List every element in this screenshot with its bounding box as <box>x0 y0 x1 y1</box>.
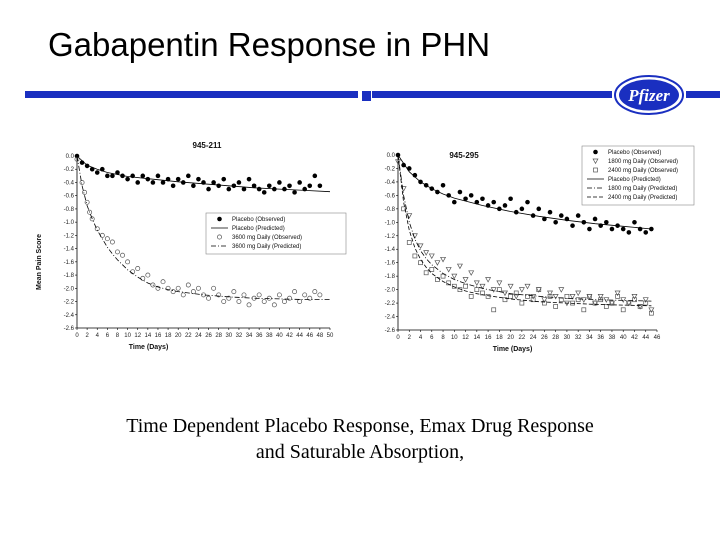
chart1-data-point <box>576 213 581 218</box>
chart1-data-point <box>407 241 411 245</box>
chart0-x-tick-label: 2 <box>85 333 89 339</box>
chart1-data-point <box>497 288 501 292</box>
chart0-data-point <box>313 290 317 294</box>
chart0-y-tick-label: -0.6 <box>63 193 74 200</box>
chart0-data-point <box>156 174 161 179</box>
chart0-data-point <box>297 180 302 185</box>
chart1-y-tick-label: -2.2 <box>384 301 395 308</box>
chart0-legend-label: Placebo (Predicted) <box>232 226 285 232</box>
chart1-x-tick-label: 16 <box>484 335 492 341</box>
chart1-data-point <box>593 217 598 222</box>
chart1-y-tick-label: -2.6 <box>384 328 395 334</box>
chart1-data-point <box>604 298 609 302</box>
chart0-x-tick-label: 14 <box>144 333 152 339</box>
chart1-data-point <box>621 227 626 232</box>
chart0-data-point <box>105 237 109 241</box>
chart0-x-tick-label: 24 <box>195 333 202 339</box>
chart1-data-point <box>548 210 553 215</box>
chart0-legend-label: 3600 mg Daily (Observed) <box>232 235 303 241</box>
chart1-data-point <box>509 294 513 298</box>
chart0-x-tick-label: 8 <box>115 333 120 339</box>
chart1-x-tick-label: 8 <box>441 335 445 341</box>
chart0-data-point <box>110 174 115 179</box>
chart0-data-point <box>277 180 282 185</box>
chart0-y-tick-label: -1.2 <box>63 233 74 240</box>
chart0-x-tick-label: 16 <box>154 333 162 339</box>
chart0-x-tick-label: 50 <box>326 333 334 339</box>
chart0-data-point <box>85 200 89 204</box>
chart1-data-point <box>418 244 423 248</box>
chart0-data-point <box>257 187 262 192</box>
chart1-data-point <box>446 267 451 271</box>
chart1-data-point <box>553 220 558 225</box>
logo-text: Pfizer <box>628 86 670 105</box>
chart0-x-tick-label: 0 <box>75 333 79 339</box>
chart1-x-tick-label: 38 <box>608 335 616 341</box>
chart0-data-point <box>237 299 241 303</box>
chart0-x-tick-label: 26 <box>205 333 212 339</box>
chart1-y-tick-label: -0.6 <box>384 193 395 200</box>
chart1-x-tick-label: 4 <box>418 335 423 341</box>
chart1-legend-label: 2400 mg Daily (Predicted) <box>608 195 678 201</box>
chart1-x-tick-label: 20 <box>507 335 514 341</box>
chart0-legend-label: 3600 mg Daily (Predicted) <box>232 244 302 250</box>
chart1-data-point <box>581 298 586 302</box>
chart0-data-point <box>206 187 211 192</box>
chart0-data-point <box>120 253 124 257</box>
chart0-data-point <box>196 286 200 290</box>
chart1-data-point <box>621 298 626 302</box>
chart0-data-point <box>126 260 130 264</box>
chart1-data-point <box>497 281 502 285</box>
chart1-data-point <box>452 274 457 278</box>
chart0-y-tick-label: 0.0 <box>65 154 74 160</box>
chart0-data-point <box>287 183 292 188</box>
chart1-x-tick-label: 6 <box>430 335 434 341</box>
chart1-legend <box>582 146 694 205</box>
chart0-data-point <box>318 293 322 297</box>
chart1-data-point <box>407 166 412 171</box>
chart1-y-tick-label: -1.4 <box>384 247 395 254</box>
chart0-data-point <box>277 293 281 297</box>
chart1-x-axis-label: Time (Days) <box>492 346 533 353</box>
chart0-data-point <box>247 177 252 182</box>
chart0-y-tick-label: -1.8 <box>63 273 74 280</box>
chart1-data-point <box>565 294 569 298</box>
chart1-y-tick-label: 0.0 <box>386 153 395 159</box>
chart1-data-point <box>452 200 457 205</box>
chart0-x-tick-label: 48 <box>316 333 324 339</box>
chart0-series-1 <box>77 156 330 192</box>
chart1-data-point <box>508 284 513 288</box>
chart1-data-point <box>429 254 434 258</box>
chart1-data-point <box>643 230 648 235</box>
slide-title: Gabapentin Response in PHN <box>48 26 491 63</box>
chart1-data-point <box>587 227 592 232</box>
chart0-data-point <box>272 303 276 307</box>
chart1-y-tick-label: -1.0 <box>384 220 395 227</box>
chart0-data-point <box>247 303 251 307</box>
chart0-x-tick-label: 42 <box>286 333 293 339</box>
chart1-y-tick-label: -0.4 <box>384 179 395 186</box>
chart1-data-point <box>508 196 513 201</box>
chart1-x-tick-label: 22 <box>518 335 526 341</box>
chart1-data-point <box>554 304 558 308</box>
chart1-data-point <box>570 223 575 228</box>
chart1-data-point <box>430 267 434 271</box>
chart0-x-axis-label: Time (Days) <box>128 344 169 351</box>
chart1-data-point <box>474 281 479 285</box>
chart1-data-point <box>441 257 446 261</box>
chart1-y-tick-label: -0.8 <box>384 206 395 213</box>
chart1-x-tick-label: 36 <box>597 335 605 341</box>
chart1-data-point <box>536 207 541 212</box>
chart1-data-point <box>424 271 428 275</box>
chart1-data-point <box>480 196 485 201</box>
chart1-legend-label: 2400 mg Daily (Observed) <box>608 168 679 174</box>
chart0-data-point <box>151 180 156 185</box>
chart0-legend-label: Placebo (Observed) <box>232 217 286 223</box>
chart1-legend-marker <box>593 150 598 155</box>
chart0-y-tick-label: -2.0 <box>63 286 74 293</box>
chart1-y-tick-label: -1.8 <box>384 274 395 281</box>
chart1-data-point <box>469 193 474 198</box>
chart0-data-point <box>206 296 210 300</box>
chart1-x-tick-label: 12 <box>462 335 469 341</box>
chart1-x-tick-label: 28 <box>552 335 559 341</box>
chart0-data-point <box>161 180 166 185</box>
chart1-data-point <box>610 227 615 232</box>
chart1-data-point <box>520 301 524 305</box>
chart0-data-point <box>303 293 307 297</box>
chart0-data-point <box>282 299 286 303</box>
chart0-data-point <box>267 183 272 188</box>
chart0-data-point <box>257 293 261 297</box>
chart0-data-point <box>186 174 191 179</box>
chart1-data-point <box>441 274 445 278</box>
chart1-data-point <box>464 284 468 288</box>
chart1-data-point <box>424 251 429 255</box>
chart0-data-point <box>171 183 176 188</box>
chart1-data-point <box>413 254 417 258</box>
chart1-x-tick-label: 0 <box>396 335 400 341</box>
chart1-data-point <box>492 308 496 312</box>
chart0-data-point <box>146 273 150 277</box>
chart0-legend-marker <box>217 217 222 222</box>
chart0-x-tick-label: 12 <box>134 333 142 339</box>
chart0-data-point <box>222 299 226 303</box>
chart1-x-tick-label: 44 <box>642 335 650 341</box>
caption-line-1: Time Dependent Placebo Response, Emax Drug Response <box>126 415 594 437</box>
chart0-y-axis-label: Mean Pain Score <box>36 233 43 291</box>
chart0-y-tick-label: -0.4 <box>63 180 74 187</box>
chart0-data-point <box>95 170 100 175</box>
chart0-x-tick-label: 28 <box>215 333 223 339</box>
chart1-data-point <box>576 291 581 295</box>
chart0-x-tick-label: 46 <box>306 333 314 339</box>
chart1-y-tick-label: -2.0 <box>384 287 395 294</box>
chart0-x-tick-label: 4 <box>95 333 99 339</box>
chart1-data-point <box>503 203 508 208</box>
chart0-legend <box>206 213 346 254</box>
chart1-title: 945-295 <box>449 151 479 160</box>
title-rule-right <box>686 91 720 98</box>
chart0-data-point <box>292 290 296 294</box>
chart1-data-point <box>519 288 524 292</box>
chart1-data-point <box>475 288 479 292</box>
chart0-data-point <box>232 290 236 294</box>
chart0-y-tick-label: -2.4 <box>63 312 74 319</box>
chart0-x-tick-label: 36 <box>255 333 263 339</box>
title-rule-middle <box>372 91 612 98</box>
chart0-y-tick-label: -1.0 <box>63 220 74 227</box>
chart0-x-tick-label: 10 <box>124 333 131 339</box>
chart0-x-tick-label: 38 <box>265 333 273 339</box>
chart1-x-tick-label: 18 <box>496 335 503 341</box>
chart0-y-tick-label: -2.6 <box>63 326 74 332</box>
chart0-data-point <box>115 250 119 254</box>
chart0-data-point <box>171 290 175 294</box>
chart0-x-tick-label: 34 <box>245 333 253 339</box>
chart0-data-point <box>136 266 140 270</box>
slide-caption <box>0 413 720 465</box>
chart1-legend-label: Placebo (Predicted) <box>608 177 661 183</box>
chart1-y-tick-label: -1.2 <box>384 233 395 240</box>
chart1-y-tick-label: -1.6 <box>384 260 395 267</box>
chart1-x-tick-label: 32 <box>574 335 582 341</box>
chart1-legend-label: Placebo (Observed) <box>608 150 662 156</box>
chart0-series-0 <box>75 154 322 195</box>
chart0-y-tick-label: -0.8 <box>63 206 74 213</box>
chart0-data-point <box>242 293 246 297</box>
chart0-data-point <box>262 190 267 195</box>
chart0-x-tick-label: 44 <box>296 333 303 339</box>
chart1-x-tick-label: 42 <box>631 335 638 341</box>
chart0-data-point <box>287 296 291 300</box>
chart0-x-tick-label: 40 <box>276 333 283 339</box>
chart1-data-point <box>559 213 564 218</box>
chart1-y-tick-label: -2.4 <box>384 314 395 321</box>
chart1-data-point <box>559 288 564 292</box>
chart1-x-tick-label: 24 <box>529 335 537 341</box>
chart1-legend-label: 1800 mg Daily (Predicted) <box>608 186 678 192</box>
chart0-data-point <box>237 180 242 185</box>
chart1-data-point <box>570 294 575 298</box>
chart1-data-point <box>627 230 632 235</box>
chart1-data-point <box>491 200 496 205</box>
chart1-data-point <box>525 284 530 288</box>
chart1-x-tick-label: 10 <box>450 335 458 341</box>
chart0-data-point <box>191 183 196 188</box>
chart0-data-point <box>125 177 130 182</box>
chart0-data-point <box>298 299 302 303</box>
chart1-x-tick-label: 34 <box>586 335 593 341</box>
chart0-data-point <box>196 177 201 182</box>
title-rule-left <box>25 91 358 98</box>
caption-line-2: and Saturable Absorption, <box>255 441 465 463</box>
chart0-x-tick-label: 22 <box>184 333 192 339</box>
chart1-data-point <box>441 183 446 188</box>
chart0-data-point <box>82 190 86 194</box>
chart0-data-point <box>176 286 180 290</box>
chart1-data-point <box>491 288 496 292</box>
chart1-x-tick-label: 26 <box>541 335 548 341</box>
chart1-data-point <box>520 207 525 212</box>
chart0-data-point <box>105 174 110 179</box>
chart0-x-tick-label: 20 <box>174 333 182 339</box>
chart1-data-point <box>576 298 580 302</box>
chart0-series-line <box>77 156 330 192</box>
chart0-data-point <box>262 299 266 303</box>
chart0-data-point <box>181 293 185 297</box>
chart0-data-point <box>292 190 297 195</box>
chart0-data-point <box>212 286 216 290</box>
chart0-data-point <box>140 174 145 179</box>
chart1-data-point <box>525 200 530 205</box>
chart0-data-point <box>318 183 323 188</box>
chart0-data-point <box>313 174 318 179</box>
chart1-legend-label: 1800 mg Daily (Observed) <box>608 159 679 165</box>
chart1-data-point <box>435 261 440 265</box>
chart0-data-point <box>141 276 145 280</box>
chart0-y-tick-label: -1.4 <box>63 246 74 253</box>
chart1-x-tick-label: 40 <box>619 335 627 341</box>
chart0-data-point <box>176 177 181 182</box>
chart-945-295 <box>366 140 696 365</box>
chart0-x-tick-label: 6 <box>105 333 110 339</box>
chart0-x-tick-label: 18 <box>164 333 172 339</box>
chart0-y-tick-label: -1.6 <box>63 259 74 266</box>
chart0-data-point <box>135 180 140 185</box>
chart0-x-tick-label: 32 <box>235 333 243 339</box>
chart1-x-tick-label: 2 <box>407 335 411 341</box>
chart0-data-point <box>216 183 221 188</box>
chart0-data-point <box>80 180 84 184</box>
chart-945-211 <box>32 135 350 365</box>
chart1-y-tick-label: -0.2 <box>384 166 395 173</box>
chart1-data-point <box>458 264 463 268</box>
chart1-x-tick-label: 30 <box>563 335 571 341</box>
chart1-data-point <box>463 278 468 282</box>
chart0-data-point <box>161 280 165 284</box>
chart1-data-point <box>582 308 586 312</box>
chart1-data-point <box>458 190 463 195</box>
chart1-data-point <box>604 220 609 225</box>
chart1-data-point <box>486 294 490 298</box>
chart0-data-point <box>221 177 226 182</box>
chart1-data-point <box>503 291 508 295</box>
title-rule-notch <box>362 91 371 101</box>
chart0-data-point <box>186 283 190 287</box>
chart1-data-point <box>469 294 473 298</box>
chart1-x-tick-label: 14 <box>473 335 481 341</box>
chart0-title: 945-211 <box>192 141 222 150</box>
pfizer-logo <box>614 74 684 116</box>
chart1-x-tick-label: 46 <box>653 335 661 341</box>
chart0-y-tick-label: -0.2 <box>63 167 74 174</box>
chart0-data-point <box>110 240 114 244</box>
chart1-data-point <box>621 308 625 312</box>
chart1-data-point <box>486 278 491 282</box>
chart0-data-point <box>227 187 232 192</box>
chart0-x-tick-label: 30 <box>225 333 233 339</box>
chart0-y-tick-label: -2.2 <box>63 299 74 306</box>
chart1-data-point <box>469 271 474 275</box>
chart0-data-point <box>307 183 312 188</box>
chart1-data-point <box>632 220 637 225</box>
chart1-data-point <box>553 294 558 298</box>
